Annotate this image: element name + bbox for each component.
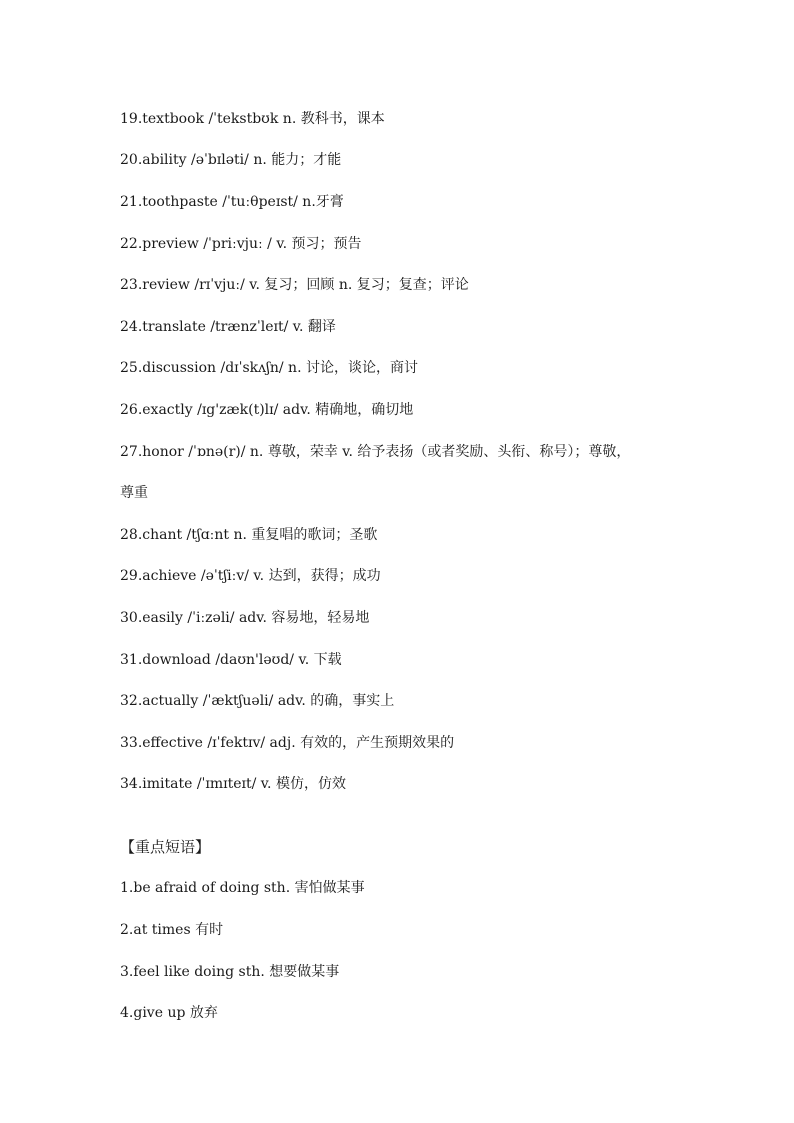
vocab-item-discussion: 25.discussion /dɪˈskʌʃn/ n. 讨论，谈论，商讨 xyxy=(120,360,418,376)
vocab-item-actually: 32.actually /ˈæktʃuəli/ adv. 的确，事实上 xyxy=(120,693,395,709)
vocab-item-download: 31.download /daʊn'ləʊd/ v. 下载 xyxy=(120,652,342,668)
vocab-item-achieve: 29.achieve /əˈtʃiːv/ v. 达到，获得；成功 xyxy=(120,568,381,584)
vocab-item-preview: 22.preview /ˈpriːvjuː / v. 预习；预告 xyxy=(120,236,362,252)
vocab-item-honor: 27.honor /ˈɒnə(r)/ n. 尊敬，荣幸 v. 给予表扬（或者奖励、头衔、称号）；尊敬， xyxy=(120,444,631,460)
vocab-item-toothpaste: 21.toothpaste /ˈtuːθpeɪst/ n.牙膏 xyxy=(120,194,344,210)
vocab-item-textbook: 19.textbook /ˈtekstbʊk n. 教科书，课本 xyxy=(120,111,385,127)
phrase-item: 4.give up 放弃 xyxy=(120,1005,218,1021)
vocab-item-exactly: 26.exactly /ɪg'zæk(t)lɪ/ adv. 精确地，确切地 xyxy=(120,402,414,418)
phrases-heading: 【重点短语】 xyxy=(120,838,211,856)
phrase-item: 2.at times 有时 xyxy=(120,922,224,938)
vocab-item-imitate: 34.imitate /ˈɪmɪteɪt/ v. 模仿，仿效 xyxy=(120,776,346,792)
vocab-item-honor-continued: 尊重 xyxy=(120,485,148,501)
vocab-item-easily: 30.easily /ˈiːzəli/ adv. 容易地，轻易地 xyxy=(120,610,370,626)
vocab-item-chant: 28.chant /tʃɑːnt n. 重复唱的歌词；圣歌 xyxy=(120,527,378,543)
vocab-item-ability: 20.ability /əˈbɪləti/ n. 能力；才能 xyxy=(120,152,342,168)
phrase-item: 3.feel like doing sth. 想要做某事 xyxy=(120,964,340,980)
phrase-item: 1.be afraid of doing sth. 害怕做某事 xyxy=(120,880,365,896)
vocab-item-effective: 33.effective /ɪˈfektɪv/ adj. 有效的，产生预期效果的 xyxy=(120,735,455,751)
vocab-item-translate: 24.translate /trænzˈleɪt/ v. 翻译 xyxy=(120,319,336,335)
vocab-item-review: 23.review /rɪˈvjuː/ v. 复习；回顾 n. 复习；复查；评论 xyxy=(120,277,469,293)
